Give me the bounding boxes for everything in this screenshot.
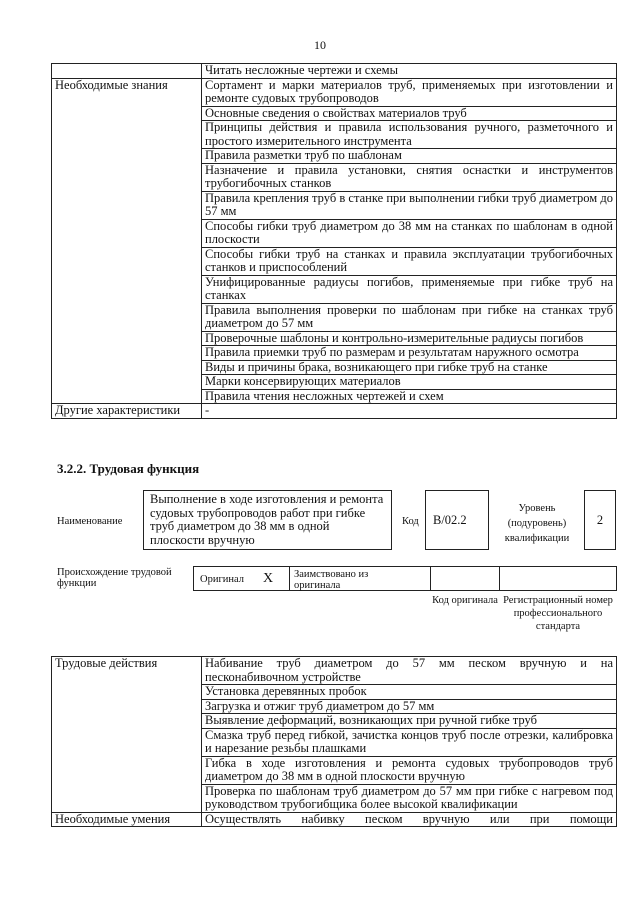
original-mark: X	[263, 571, 274, 586]
knowledge-item: Способы гибки труб на станках и правила эксплуатации трубогибочных станков и приспособлений	[202, 247, 617, 275]
level-box: 2	[584, 490, 616, 550]
action-item: Выявление деформаций, возникающих при ручной гибке труб	[202, 714, 617, 729]
table-row	[52, 657, 617, 685]
divider	[289, 567, 290, 590]
knowledge-item: Принципы действия и правила использования ручного, разметочного и простого измерительного инструмента	[202, 121, 617, 149]
knowledge-item: Способы гибки труб диаметром до 38 мм на станках по шаблонам в одной плоскости	[202, 219, 617, 247]
knowledge-item: Основные сведения о свойствах материалов труб	[202, 106, 617, 121]
knowledge-item: Правила приемки труб по размерам и результатам наружного осмотра	[202, 346, 617, 361]
divider	[430, 567, 431, 590]
knowledge-item: Унифицированные радиусы погибов, применяемые при гибке труб на станках	[202, 275, 617, 303]
knowledge-item: Проверочные шаблоны и контрольно-измерительные радиусы погибов	[202, 331, 617, 346]
actions-table	[51, 656, 617, 827]
level-label: Уровень (подуровень) квалификации	[504, 503, 570, 544]
knowledge-label: Необходимые знания	[52, 78, 202, 404]
skills-label: Необходимые умения	[52, 812, 202, 827]
knowledge-item: Назначение и правила установки, снятия оснастки и инструментов трубогибочных станков	[202, 163, 617, 191]
knowledge-item: Правила крепления труб в станке при выполнении гибки труб диаметром до 57 мм	[202, 191, 617, 219]
divider	[499, 567, 500, 590]
table-row	[52, 78, 617, 106]
other-characteristics-label: Другие характеристики	[52, 404, 202, 419]
action-item: Гибка в ходе изготовления и ремонта судовых трубопроводов труб диаметром до 38 мм в одной плоскости вручную	[202, 756, 617, 784]
other-characteristics-value: -	[202, 404, 617, 419]
knowledge-item: Правила разметки труб по шаблонам	[202, 149, 617, 164]
action-item: Смазка труб перед гибкой, зачистка концов труб после отрезки, калибровка и нарезание резьбы плашками	[202, 728, 617, 756]
knowledge-item: Правила чтения несложных чертежей и схем	[202, 389, 617, 404]
section-heading: 3.2.2. Трудовая функция	[57, 461, 200, 476]
function-name-box: Выполнение в ходе изготовления и ремонта судовых трубопроводов работ при гибке труб диаметром до 38 мм в одной плоскости вручную	[143, 490, 392, 550]
table-row	[52, 64, 617, 79]
code-box: В/02.2	[425, 490, 489, 550]
name-label: Наименование	[57, 516, 123, 527]
code-label: Код	[402, 516, 419, 527]
table-row	[52, 404, 617, 419]
skill-item: Читать несложные чертежи и схемы	[202, 64, 617, 79]
knowledge-table	[51, 63, 617, 419]
origin-label: Происхождение трудовой функции	[57, 567, 172, 589]
action-item: Загрузка и отжиг труб диаметром до 57 мм	[202, 699, 617, 714]
borrowed-label: Заимствовано из оригинала	[294, 569, 369, 591]
knowledge-item: Сортамент и марки материалов труб, применяемых при изготовлении и ремонте судовых трубопроводов	[202, 78, 617, 106]
code-caption: Код оригинала	[432, 595, 498, 606]
action-item: Установка деревянных пробок	[202, 685, 617, 700]
skill-item: Осуществлять набивку песком вручную или при помощи	[202, 812, 617, 827]
original-label: Оригинал	[200, 574, 244, 585]
empty-label-cell	[52, 64, 202, 79]
table-row	[52, 812, 617, 827]
knowledge-item: Марки консервирующих материалов	[202, 375, 617, 390]
action-item: Проверка по шаблонам труб диаметром до 57 мм при гибке с нагревом под руководством трубогибщика более высокой квалификации	[202, 784, 617, 812]
actions-label: Трудовые действия	[52, 657, 202, 813]
reg-caption: Регистрационный номер профессионального стандарта	[503, 595, 613, 632]
knowledge-item: Виды и причины брака, возникающего при гибке труб на станке	[202, 360, 617, 375]
knowledge-item: Правила выполнения проверки по шаблонам при гибке на станках труб диаметром до 57 мм	[202, 303, 617, 331]
origin-row	[193, 566, 617, 591]
page-number: 10	[314, 38, 326, 52]
action-item: Набивание труб диаметром до 57 мм песком вручную и на песконабивочном устройстве	[202, 657, 617, 685]
